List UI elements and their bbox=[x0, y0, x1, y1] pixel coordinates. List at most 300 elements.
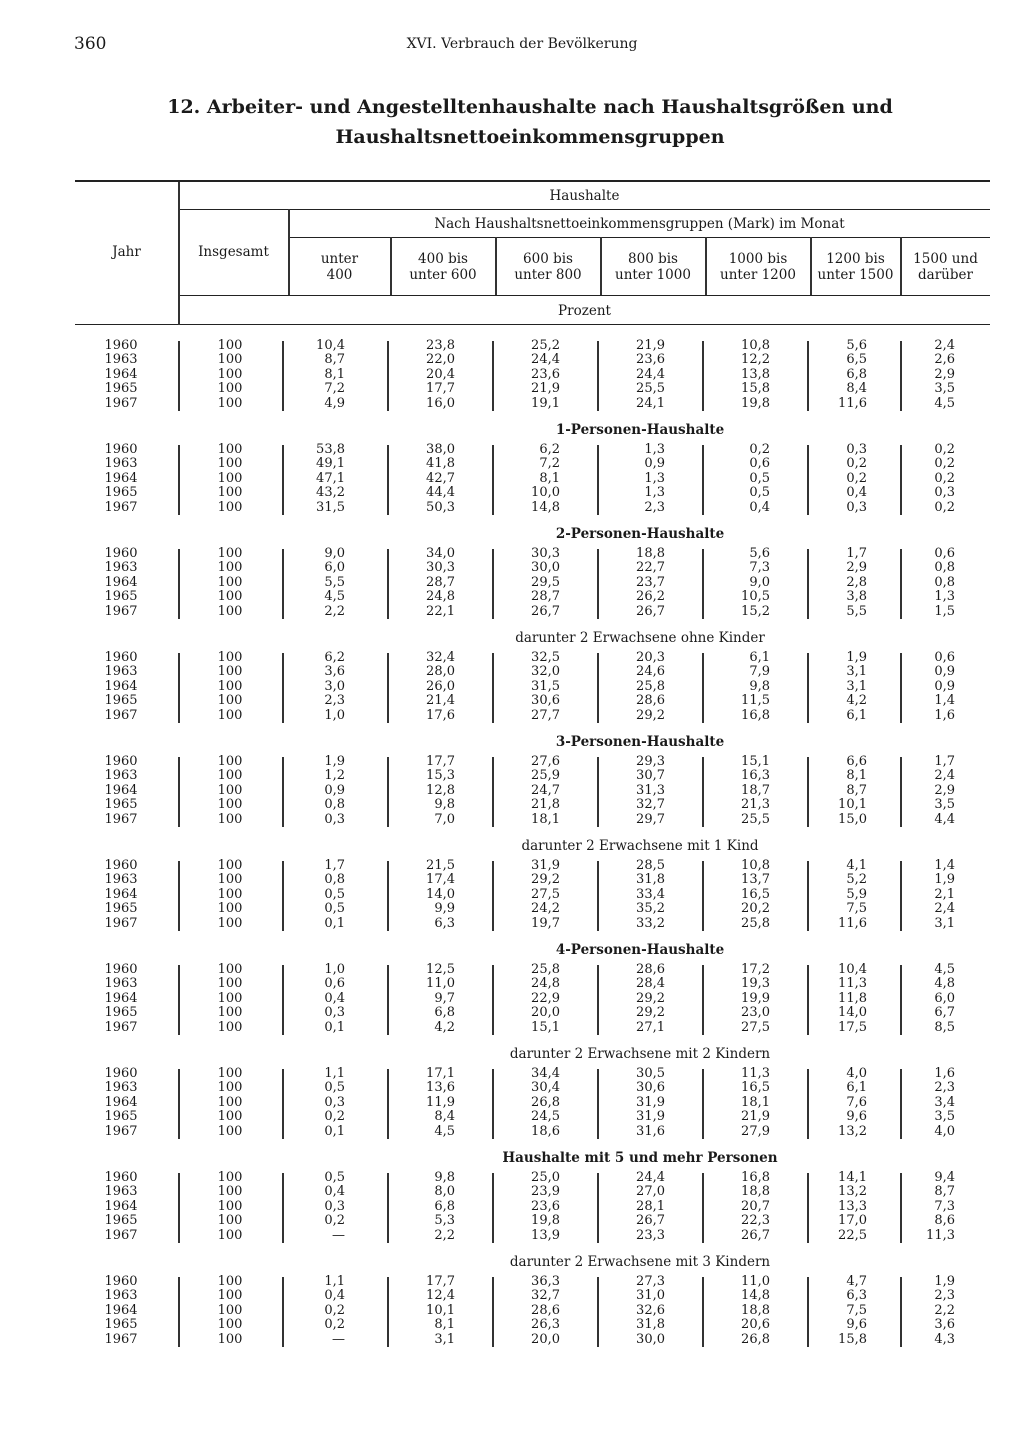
value-cell: 0,1 bbox=[324, 1123, 345, 1139]
value-cell: 18,8 bbox=[741, 1302, 770, 1318]
value-cell: 0,6 bbox=[934, 546, 955, 561]
year-cell: 1965 bbox=[104, 1317, 138, 1333]
value-cell: 24,8 bbox=[426, 589, 455, 605]
value-cell: 8,5 bbox=[934, 1019, 955, 1035]
value-cell: 2,3 bbox=[324, 693, 345, 709]
table-row bbox=[75, 368, 990, 382]
table-row bbox=[75, 873, 990, 887]
value-cell: 18,6 bbox=[531, 1123, 560, 1139]
year-cell: 1967 bbox=[104, 1227, 138, 1243]
value-cell: 3,6 bbox=[324, 664, 345, 680]
value-cell: 2,3 bbox=[934, 1288, 955, 1304]
value-cell: 0,3 bbox=[846, 499, 867, 515]
value-cell: 32,6 bbox=[636, 1302, 665, 1318]
header-group-1: 400 bis unter 600 bbox=[409, 251, 477, 283]
value-cell: 7,2 bbox=[324, 381, 345, 397]
value-cell: 11,8 bbox=[838, 990, 867, 1006]
value-cell: 8,4 bbox=[434, 1109, 455, 1125]
value-cell: 100 bbox=[217, 456, 243, 472]
section-title: 1-Personen-Haushalte bbox=[555, 422, 725, 438]
year-cell: 1964 bbox=[104, 1094, 138, 1110]
value-cell: 14,1 bbox=[838, 1170, 867, 1185]
value-cell: 6,5 bbox=[846, 352, 867, 368]
table-row bbox=[75, 694, 990, 708]
value-cell: 4,5 bbox=[934, 395, 955, 411]
value-cell: 0,9 bbox=[934, 678, 955, 694]
value-cell: 4,4 bbox=[934, 811, 955, 827]
value-cell: 31,9 bbox=[636, 1094, 665, 1110]
section-title: 3-Personen-Haushalte bbox=[555, 734, 725, 750]
value-cell: 24,1 bbox=[636, 395, 665, 411]
value-cell: 100 bbox=[217, 1066, 243, 1081]
year-cell: 1967 bbox=[104, 915, 138, 931]
value-cell: 0,2 bbox=[846, 470, 867, 486]
value-cell: 4,0 bbox=[934, 1123, 955, 1139]
value-cell: 100 bbox=[217, 381, 243, 397]
value-cell: 28,0 bbox=[426, 664, 455, 680]
value-cell: 30,0 bbox=[636, 1331, 665, 1347]
rule-below-groups bbox=[179, 295, 990, 296]
table-row bbox=[75, 1333, 990, 1347]
value-cell: 0,2 bbox=[324, 1109, 345, 1125]
table-row bbox=[75, 888, 990, 902]
header-group-2: 600 bis unter 800 bbox=[514, 251, 582, 283]
value-cell: 13,2 bbox=[838, 1184, 867, 1200]
value-cell: 31,5 bbox=[531, 678, 560, 694]
value-cell: 33,2 bbox=[636, 915, 665, 931]
value-cell: 9,9 bbox=[434, 901, 455, 917]
value-cell: 41,8 bbox=[426, 456, 455, 472]
value-cell: 100 bbox=[217, 352, 243, 368]
value-cell: 14,0 bbox=[838, 1005, 867, 1021]
year-cell: 1960 bbox=[104, 1170, 138, 1185]
year-cell: 1965 bbox=[104, 693, 138, 709]
year-cell: 1965 bbox=[104, 589, 138, 605]
value-cell: 100 bbox=[217, 1019, 243, 1035]
value-cell: 0,3 bbox=[934, 485, 955, 501]
value-cell: 11,3 bbox=[741, 1066, 770, 1081]
table-row bbox=[75, 1096, 990, 1110]
value-cell: 3,5 bbox=[934, 797, 955, 813]
year-cell: 1960 bbox=[104, 962, 138, 977]
value-cell: 21,9 bbox=[741, 1109, 770, 1125]
value-cell: 30,5 bbox=[636, 1066, 665, 1081]
value-cell: 3,6 bbox=[934, 1317, 955, 1333]
value-cell: 0,2 bbox=[934, 499, 955, 515]
value-cell: 5,5 bbox=[846, 603, 867, 619]
table-row bbox=[75, 486, 990, 500]
value-cell: 1,0 bbox=[324, 707, 345, 723]
value-cell: 100 bbox=[217, 546, 243, 561]
value-cell: 11,3 bbox=[926, 1227, 955, 1243]
year-cell: 1963 bbox=[104, 664, 138, 680]
value-cell: 7,3 bbox=[749, 560, 770, 576]
table-row bbox=[75, 1275, 990, 1289]
value-cell: 29,2 bbox=[531, 872, 560, 888]
value-cell: 9,0 bbox=[749, 574, 770, 590]
value-cell: 26,7 bbox=[741, 1227, 770, 1243]
page-number: 360 bbox=[74, 34, 107, 54]
value-cell: 2,1 bbox=[934, 886, 955, 902]
value-cell: 0,1 bbox=[324, 915, 345, 931]
value-cell: 100 bbox=[217, 1198, 243, 1214]
value-cell: 0,2 bbox=[846, 456, 867, 472]
value-cell: 23,7 bbox=[636, 574, 665, 590]
value-cell: 100 bbox=[217, 962, 243, 977]
header-jahr: Jahr bbox=[112, 244, 141, 260]
year-cell: 1960 bbox=[104, 858, 138, 873]
value-cell: 100 bbox=[217, 1184, 243, 1200]
value-cell: 100 bbox=[217, 915, 243, 931]
value-cell: 0,8 bbox=[324, 797, 345, 813]
value-cell: 0,3 bbox=[846, 442, 867, 457]
value-cell: 4,2 bbox=[846, 693, 867, 709]
section-title: darunter 2 Erwachsene ohne Kinder bbox=[515, 630, 765, 646]
table-row bbox=[75, 1021, 990, 1035]
data-table bbox=[75, 178, 990, 1378]
value-cell: 12,5 bbox=[426, 962, 455, 977]
value-cell: 30,7 bbox=[636, 768, 665, 784]
value-cell: 24,6 bbox=[636, 664, 665, 680]
value-cell: 100 bbox=[217, 664, 243, 680]
table-row bbox=[75, 457, 990, 471]
value-cell: 100 bbox=[217, 990, 243, 1006]
value-cell: 0,3 bbox=[324, 1094, 345, 1110]
value-cell: 19,7 bbox=[531, 915, 560, 931]
value-cell: 12,8 bbox=[426, 782, 455, 798]
value-cell: 31,0 bbox=[636, 1288, 665, 1304]
value-cell: 28,6 bbox=[636, 693, 665, 709]
value-cell: 1,3 bbox=[644, 442, 665, 457]
value-cell: 9,6 bbox=[846, 1109, 867, 1125]
year-cell: 1963 bbox=[104, 456, 138, 472]
value-cell: 0,2 bbox=[324, 1302, 345, 1318]
year-cell: 1965 bbox=[104, 1005, 138, 1021]
year-cell: 1965 bbox=[104, 797, 138, 813]
value-cell: 0,5 bbox=[749, 485, 770, 501]
value-cell: 100 bbox=[217, 976, 243, 992]
year-cell: 1960 bbox=[104, 754, 138, 769]
value-cell: 100 bbox=[217, 485, 243, 501]
value-cell: — bbox=[332, 1227, 345, 1243]
year-cell: 1960 bbox=[104, 650, 138, 665]
value-cell: 0,4 bbox=[324, 1184, 345, 1200]
value-cell: 11,6 bbox=[838, 395, 867, 411]
value-cell: 3,1 bbox=[934, 915, 955, 931]
value-cell: 17,7 bbox=[426, 754, 455, 769]
value-cell: 0,6 bbox=[324, 976, 345, 992]
value-cell: 23,6 bbox=[531, 366, 560, 382]
table-row bbox=[75, 1067, 990, 1081]
value-cell: 28,5 bbox=[636, 858, 665, 873]
table-row bbox=[75, 755, 990, 769]
rule-below-haushalte bbox=[179, 209, 990, 210]
value-cell: 19,8 bbox=[531, 1213, 560, 1229]
value-cell: 100 bbox=[217, 1080, 243, 1096]
value-cell: 29,7 bbox=[636, 811, 665, 827]
value-cell: 25,5 bbox=[741, 811, 770, 827]
value-cell: 31,3 bbox=[636, 782, 665, 798]
value-cell: 9,0 bbox=[324, 546, 345, 561]
value-cell: 49,1 bbox=[316, 456, 345, 472]
value-cell: 16,0 bbox=[426, 395, 455, 411]
value-cell: 30,6 bbox=[636, 1080, 665, 1096]
value-cell: 32,7 bbox=[636, 797, 665, 813]
table-row bbox=[75, 1110, 990, 1124]
table-row bbox=[75, 501, 990, 515]
value-cell: 5,5 bbox=[324, 574, 345, 590]
value-cell: 0,2 bbox=[749, 442, 770, 457]
value-cell: 27,6 bbox=[531, 754, 560, 769]
header-group-6: 1500 und darüber bbox=[913, 251, 978, 283]
value-cell: 21,5 bbox=[426, 858, 455, 873]
value-cell: 7,6 bbox=[846, 1094, 867, 1110]
value-cell: 100 bbox=[217, 858, 243, 873]
value-cell: 5,3 bbox=[434, 1213, 455, 1229]
value-cell: 1,1 bbox=[324, 1274, 345, 1289]
table-row bbox=[75, 902, 990, 916]
table-row bbox=[75, 1214, 990, 1228]
section-title: 2-Personen-Haushalte bbox=[555, 526, 725, 542]
value-cell: 100 bbox=[217, 574, 243, 590]
year-cell: 1964 bbox=[104, 782, 138, 798]
value-cell: 9,8 bbox=[434, 1170, 455, 1185]
value-cell: 22,9 bbox=[531, 990, 560, 1006]
value-cell: 20,0 bbox=[531, 1005, 560, 1021]
value-cell: 18,8 bbox=[741, 1184, 770, 1200]
table-title-line1: 12. Arbeiter- und Angestelltenhaushalte nach Haushaltsgrößen und bbox=[167, 96, 893, 118]
value-cell: 100 bbox=[217, 782, 243, 798]
value-cell: 4,5 bbox=[934, 962, 955, 977]
value-cell: 23,6 bbox=[531, 1198, 560, 1214]
header-insgesamt: Insgesamt bbox=[198, 244, 269, 260]
value-cell: 22,3 bbox=[741, 1213, 770, 1229]
year-cell: 1960 bbox=[104, 442, 138, 457]
value-cell: 100 bbox=[217, 707, 243, 723]
value-cell: 2,2 bbox=[434, 1227, 455, 1243]
value-cell: 1,6 bbox=[934, 707, 955, 723]
value-cell: 3,1 bbox=[846, 664, 867, 680]
value-cell: 25,8 bbox=[636, 678, 665, 694]
value-cell: 19,8 bbox=[741, 395, 770, 411]
value-cell: 35,2 bbox=[636, 901, 665, 917]
value-cell: 0,2 bbox=[324, 1213, 345, 1229]
table-row bbox=[75, 709, 990, 723]
table-title bbox=[150, 92, 910, 152]
year-cell: 1965 bbox=[104, 1109, 138, 1125]
value-cell: 100 bbox=[217, 1109, 243, 1125]
value-cell: 14,8 bbox=[741, 1288, 770, 1304]
table-row bbox=[75, 353, 990, 367]
value-cell: 100 bbox=[217, 754, 243, 769]
value-cell: 10,0 bbox=[531, 485, 560, 501]
value-cell: 0,6 bbox=[749, 456, 770, 472]
section-title: darunter 2 Erwachsene mit 1 Kind bbox=[521, 838, 759, 854]
value-cell: 24,4 bbox=[531, 352, 560, 368]
value-cell: 23,0 bbox=[741, 1005, 770, 1021]
value-cell: 17,5 bbox=[838, 1019, 867, 1035]
value-cell: 18,8 bbox=[636, 546, 665, 561]
value-cell: 17,6 bbox=[426, 707, 455, 723]
value-cell: 2,6 bbox=[934, 352, 955, 368]
value-cell: 20,2 bbox=[741, 901, 770, 917]
value-cell: 50,3 bbox=[426, 499, 455, 515]
value-cell: 100 bbox=[217, 1213, 243, 1229]
table-row bbox=[75, 1229, 990, 1243]
value-cell: 2,9 bbox=[846, 560, 867, 576]
value-cell: 8,7 bbox=[934, 1184, 955, 1200]
value-cell: 100 bbox=[217, 1288, 243, 1304]
value-cell: 4,2 bbox=[434, 1019, 455, 1035]
value-cell: 9,8 bbox=[434, 797, 455, 813]
header-nach: Nach Haushaltsnettoeinkommensgruppen (Mark) im Monat bbox=[434, 216, 845, 232]
value-cell: 5,6 bbox=[749, 546, 770, 561]
value-cell: 100 bbox=[217, 589, 243, 605]
value-cell: 16,5 bbox=[741, 886, 770, 902]
value-cell: 19,9 bbox=[741, 990, 770, 1006]
table-row bbox=[75, 859, 990, 873]
header-group-3: 800 bis unter 1000 bbox=[615, 251, 691, 283]
value-cell: 33,4 bbox=[636, 886, 665, 902]
year-cell: 1964 bbox=[104, 1302, 138, 1318]
year-cell: 1964 bbox=[104, 886, 138, 902]
value-cell: 4,0 bbox=[846, 1066, 867, 1081]
value-cell: 0,5 bbox=[324, 886, 345, 902]
value-cell: 31,8 bbox=[636, 1317, 665, 1333]
value-cell: 0,8 bbox=[934, 574, 955, 590]
value-cell: 0,2 bbox=[934, 470, 955, 486]
year-cell: 1965 bbox=[104, 485, 138, 501]
table-row bbox=[75, 397, 990, 411]
value-cell: 18,1 bbox=[531, 811, 560, 827]
table-row bbox=[75, 1081, 990, 1095]
year-cell: 1960 bbox=[104, 338, 138, 353]
year-cell: 1967 bbox=[104, 1123, 138, 1139]
value-cell: 43,2 bbox=[316, 485, 345, 501]
value-cell: 0,3 bbox=[324, 1198, 345, 1214]
value-cell: 100 bbox=[217, 1302, 243, 1318]
value-cell: 26,7 bbox=[636, 603, 665, 619]
table-row bbox=[75, 1304, 990, 1318]
value-cell: 47,1 bbox=[316, 470, 345, 486]
value-cell: 32,4 bbox=[426, 650, 455, 665]
value-cell: 19,1 bbox=[531, 395, 560, 411]
table-title-line2: Haushaltsnettoeinkommensgruppen bbox=[335, 126, 725, 148]
value-cell: 7,5 bbox=[846, 901, 867, 917]
table-row bbox=[75, 590, 990, 604]
value-cell: 24,2 bbox=[531, 901, 560, 917]
rule-top bbox=[75, 180, 990, 182]
table-row bbox=[75, 992, 990, 1006]
value-cell: 21,9 bbox=[531, 381, 560, 397]
value-cell: 13,9 bbox=[531, 1227, 560, 1243]
header-group-5: 1200 bis unter 1500 bbox=[817, 251, 894, 283]
value-cell: 13,7 bbox=[741, 872, 770, 888]
value-cell: 10,8 bbox=[741, 858, 770, 873]
value-cell: 14,8 bbox=[531, 499, 560, 515]
value-cell: 21,8 bbox=[531, 797, 560, 813]
table-row bbox=[75, 651, 990, 665]
section-title: darunter 2 Erwachsene mit 2 Kindern bbox=[509, 1046, 771, 1062]
value-cell: 17,7 bbox=[426, 381, 455, 397]
value-cell: 11,9 bbox=[426, 1094, 455, 1110]
value-cell: 36,3 bbox=[531, 1274, 560, 1289]
value-cell: 2,4 bbox=[934, 768, 955, 784]
value-cell: 20,6 bbox=[741, 1317, 770, 1333]
value-cell: 2,4 bbox=[934, 338, 955, 353]
value-cell: 17,7 bbox=[426, 1274, 455, 1289]
value-cell: 6,6 bbox=[846, 754, 867, 769]
value-cell: 4,9 bbox=[324, 395, 345, 411]
value-cell: 28,6 bbox=[531, 1302, 560, 1318]
table-row bbox=[75, 769, 990, 783]
value-cell: 15,3 bbox=[426, 768, 455, 784]
table-row bbox=[75, 680, 990, 694]
value-cell: 27,3 bbox=[636, 1274, 665, 1289]
table-row bbox=[75, 1125, 990, 1139]
value-cell: 8,1 bbox=[846, 768, 867, 784]
value-cell: 2,2 bbox=[934, 1302, 955, 1318]
table-row bbox=[75, 1200, 990, 1214]
value-cell: 15,8 bbox=[838, 1331, 867, 1347]
value-cell: 1,5 bbox=[934, 603, 955, 619]
value-cell: 25,8 bbox=[531, 962, 560, 977]
value-cell: 1,3 bbox=[934, 589, 955, 605]
value-cell: 4,7 bbox=[846, 1274, 867, 1289]
value-cell: 0,5 bbox=[749, 470, 770, 486]
value-cell: 23,3 bbox=[636, 1227, 665, 1243]
value-cell: 100 bbox=[217, 499, 243, 515]
value-cell: 0,8 bbox=[934, 560, 955, 576]
value-cell: 23,6 bbox=[636, 352, 665, 368]
value-cell: 17,2 bbox=[741, 962, 770, 977]
value-cell: 0,4 bbox=[846, 485, 867, 501]
value-cell: 18,1 bbox=[741, 1094, 770, 1110]
value-cell: 100 bbox=[217, 768, 243, 784]
table-row bbox=[75, 917, 990, 931]
table-row bbox=[75, 576, 990, 590]
header-group-0: unter 400 bbox=[320, 251, 359, 283]
value-cell: 100 bbox=[217, 678, 243, 694]
value-cell: 20,7 bbox=[741, 1198, 770, 1214]
value-cell: 9,4 bbox=[934, 1170, 955, 1185]
year-cell: 1963 bbox=[104, 1080, 138, 1096]
table-row bbox=[75, 339, 990, 353]
value-cell: 1,9 bbox=[324, 754, 345, 769]
value-cell: 1,9 bbox=[934, 1274, 955, 1289]
value-cell: 10,1 bbox=[426, 1302, 455, 1318]
year-cell: 1967 bbox=[104, 603, 138, 619]
value-cell: 11,6 bbox=[838, 915, 867, 931]
value-cell: 100 bbox=[217, 1274, 243, 1289]
value-cell: 0,4 bbox=[324, 1288, 345, 1304]
value-cell: 0,9 bbox=[644, 456, 665, 472]
year-cell: 1967 bbox=[104, 1331, 138, 1347]
rule-below-prozent bbox=[75, 324, 990, 325]
value-cell: 16,8 bbox=[741, 1170, 770, 1185]
value-cell: 10,1 bbox=[838, 797, 867, 813]
value-cell: 1,7 bbox=[846, 546, 867, 561]
year-cell: 1965 bbox=[104, 1213, 138, 1229]
year-cell: 1964 bbox=[104, 366, 138, 382]
value-cell: 13,6 bbox=[426, 1080, 455, 1096]
value-cell: 1,4 bbox=[934, 858, 955, 873]
value-cell: 100 bbox=[217, 1317, 243, 1333]
value-cell: 100 bbox=[217, 1331, 243, 1347]
table-row bbox=[75, 561, 990, 575]
year-cell: 1963 bbox=[104, 872, 138, 888]
value-cell: 30,3 bbox=[531, 546, 560, 561]
